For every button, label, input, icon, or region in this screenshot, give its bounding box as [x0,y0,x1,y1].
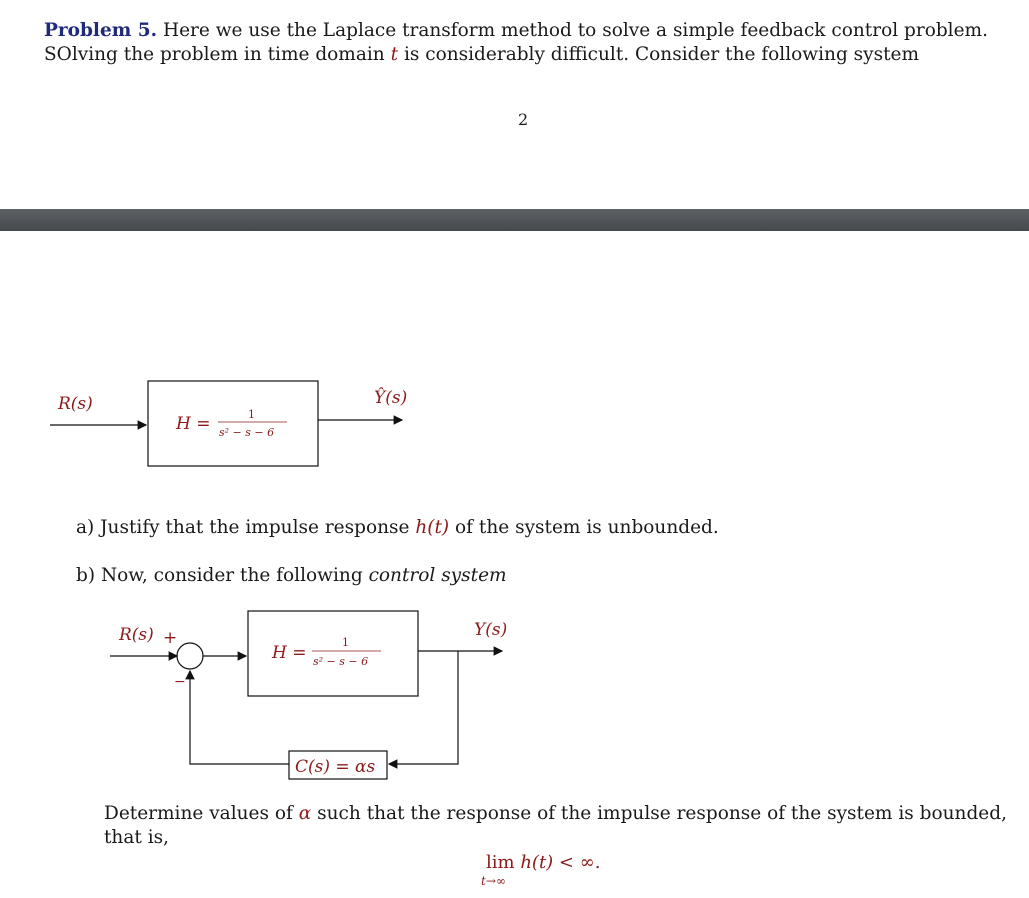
part-a-text2: of the system is unbounded. [455,517,719,538]
page-separator [0,209,1029,231]
output-label: Ŷ(s) [374,388,408,408]
limit-subscript: t→∞ [481,874,506,888]
limit-expr: h(t) < ∞. [520,852,601,873]
part-a-math: h(t) [415,517,450,538]
problem-statement [44,19,994,67]
tf-numerator: 1 [248,408,255,421]
input-label: R(s) [119,625,154,645]
alpha-symbol: α [298,803,312,824]
feedback-path-out [190,671,289,764]
determine-text2: such that the response of the impulse response of the system is bounded, that is, [104,803,1007,848]
determine-text1: Determine values of [104,803,293,824]
controller-label: C(s) = αs [295,757,376,777]
part-a-marker: a) [76,517,95,538]
feedback-path-in [389,651,458,764]
part-a [76,516,719,540]
var-t: t [390,44,399,65]
tf-denominator: s² − s − 6 [313,655,369,668]
plant-block [148,381,318,466]
problem-text-end: is considerably difficult. Consider the following system [403,44,920,65]
part-b [76,564,507,588]
part-b-text1: Now, consider the following [100,565,363,586]
summing-junction [177,643,203,669]
input-label: R(s) [58,394,93,414]
minus-sign: − [174,674,186,690]
part-a-text1: Justify that the impulse response [100,517,410,538]
limit-lim: lim [486,852,515,873]
part-b-marker: b) [76,565,96,586]
output-label: Y(s) [474,620,508,640]
limit-formula [486,852,600,873]
tf-numerator: 1 [342,636,349,649]
problem-text: Here we use the Laplace transform method to solve a simple feedback control problem. SOlving the problem in time domain [44,20,988,65]
part-b-emph: control system [368,565,507,586]
feedback-diagram [0,600,560,790]
h-label: H = [272,643,307,663]
problem-label: Problem 5. [44,20,158,41]
tf-denominator: s² − s − 6 [219,426,275,439]
determine-text [104,802,1029,850]
page-number: 2 [518,110,529,129]
plus-sign: + [163,628,178,648]
h-label: H = [176,414,211,434]
open-loop-diagram [0,370,460,480]
